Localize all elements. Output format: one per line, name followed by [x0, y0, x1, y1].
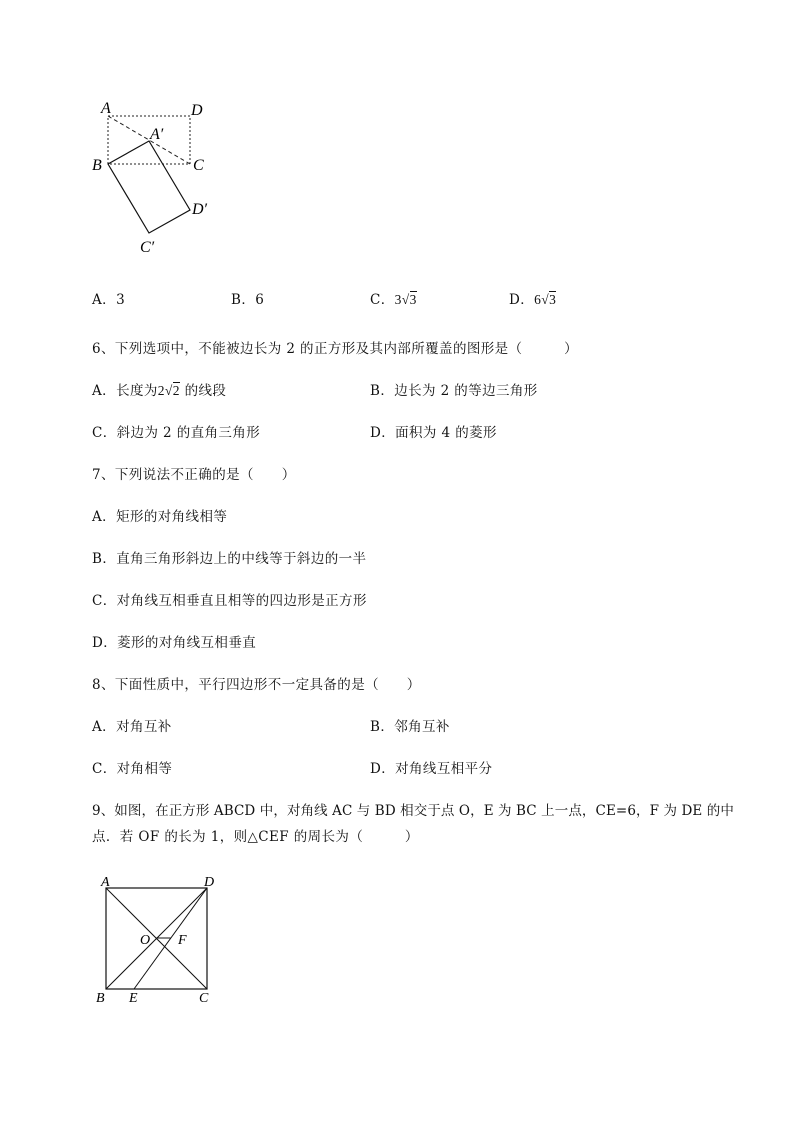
- label-C-prime: C′: [140, 239, 155, 256]
- label-A: A: [101, 875, 110, 890]
- sqrt-symbol: √: [164, 383, 173, 398]
- q5-option-d[interactable]: D．6√3: [509, 292, 557, 308]
- q8-option-b[interactable]: B．邻角互补: [370, 719, 450, 735]
- label-F: F: [178, 933, 187, 948]
- q6-stem: 6、下列选项中，不能被边长为 2 的正方形及其内部所覆盖的图形是（ ）: [92, 341, 579, 357]
- label-B: B: [96, 991, 105, 1006]
- q5-option-c[interactable]: C．3√3: [370, 292, 417, 308]
- label-D-prime: D′: [192, 201, 208, 218]
- q8-stem: 8、下面性质中，平行四边形不一定具备的是（ ）: [92, 677, 421, 693]
- q5-option-b[interactable]: B．6: [231, 292, 265, 308]
- sqrt-symbol: √: [541, 292, 550, 307]
- q8-option-c[interactable]: C．对角相等: [92, 761, 173, 777]
- figure-rotated-rectangle: [86, 96, 226, 266]
- q7-stem: 7、下列说法不正确的是（ ）: [92, 467, 296, 483]
- radicand-3: 3: [549, 292, 557, 307]
- q9-stem-line1: 9、如图，在正方形 ABCD 中，对角线 AC 与 BD 相交于点 O，E 为 BC 上一点，CE=6，F 为 DE 的中: [92, 803, 734, 819]
- q7-option-a[interactable]: A．矩形的对角线相等: [92, 509, 228, 525]
- figure-square-abcd: [90, 870, 226, 1010]
- label-B: B: [92, 157, 102, 174]
- label-A-prime: A′: [150, 126, 164, 143]
- q7-option-d[interactable]: D．菱形的对角线互相垂直: [92, 635, 257, 651]
- q9-stem-line2: 点．若 OF 的长为 1，则△CEF 的周长为（ ）: [92, 829, 419, 845]
- label-D: D: [191, 102, 203, 119]
- label-C: C: [193, 157, 204, 174]
- q6-option-a[interactable]: A．长度为2√2 的线段: [92, 383, 227, 399]
- q8-option-d[interactable]: D．对角线互相平分: [370, 761, 493, 777]
- label-O: O: [140, 933, 151, 948]
- q7-option-c[interactable]: C．对角线互相垂直且相等的四边形是正方形: [92, 593, 367, 609]
- label-C: C: [199, 991, 209, 1006]
- label-A: A: [101, 100, 111, 117]
- label-E: E: [129, 991, 138, 1006]
- q6-option-c[interactable]: C．斜边为 2 的直角三角形: [92, 425, 261, 441]
- q6-option-d[interactable]: D．面积为 4 的菱形: [370, 425, 497, 441]
- radicand-3: 3: [409, 292, 417, 307]
- q5-option-a[interactable]: A．3: [92, 292, 126, 308]
- label-D: D: [204, 875, 215, 890]
- sqrt-symbol: √: [401, 292, 410, 307]
- q6-option-b[interactable]: B．边长为 2 的等边三角形: [370, 383, 538, 399]
- q8-option-a[interactable]: A．对角互补: [92, 719, 172, 735]
- rectangle-ba-d-c-solid: [108, 141, 190, 233]
- q7-option-b[interactable]: B．直角三角形斜边上的中线等于斜边的一半: [92, 551, 367, 567]
- coef-6: 6: [534, 292, 542, 307]
- coef-3: 3: [394, 292, 402, 307]
